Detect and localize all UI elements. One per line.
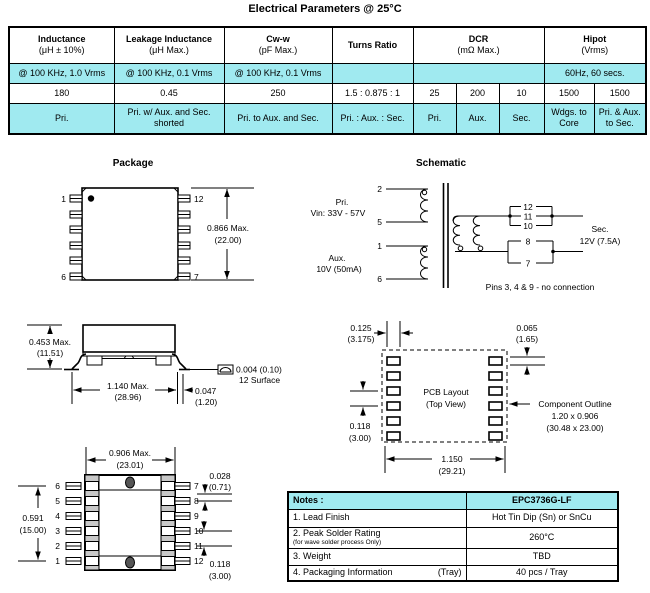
note-label: 3. Weight <box>288 548 466 565</box>
note-tray: (Tray) <box>437 566 462 577</box>
pad-gap-dimension-mm: (0.71) <box>208 482 232 492</box>
component-outline-size: 1.20 x 0.906 <box>551 411 599 421</box>
pin-label: 7 <box>194 272 199 282</box>
pin-label: 1 <box>61 194 66 204</box>
condition-cell: @ 100 KHz, 0.1 Vrms <box>114 63 224 83</box>
phase-dot <box>422 190 426 194</box>
header-turns-ratio: Turns Ratio <box>332 27 413 63</box>
notes-table <box>287 491 619 582</box>
side-view-drawing <box>10 315 300 420</box>
aux-voltage: 10V (50mA) <box>316 264 362 274</box>
phase-dot <box>458 246 463 251</box>
pad-height-dimension: 0.065 <box>516 323 538 333</box>
package-top-view-drawing <box>60 180 260 292</box>
pin-label: 11 <box>194 541 203 551</box>
pad-height-dimension-mm: (1.65) <box>515 334 539 344</box>
phase-dot <box>478 246 483 251</box>
lead-dimension: 0.047 <box>195 386 217 396</box>
pin-label: 12 <box>194 556 204 566</box>
package-heading: Package <box>112 158 154 169</box>
mounting-post <box>126 557 135 568</box>
note-label: 2. Peak Solder Rating (for wave solder process Only) <box>288 527 466 548</box>
notes-header: Notes : <box>288 492 466 509</box>
bottom-pins-right <box>175 483 190 565</box>
mounting-post <box>126 477 135 488</box>
pin-label: 7 <box>194 481 199 491</box>
value-cell: 1.5 : 0.875 : 1 <box>332 83 413 103</box>
pin-label: 8 <box>525 236 531 247</box>
flatness-symbol <box>218 365 233 374</box>
height-dimension: 0.866 Max. <box>206 223 250 233</box>
secondary-winding-1 <box>453 216 460 245</box>
no-connection-note: Pins 3, 4 & 9 - no connection <box>485 282 595 292</box>
phase-dot <box>422 247 426 251</box>
lead-dimension-mm: (1.20) <box>195 397 218 407</box>
condition-cell: 60Hz, 60 secs. <box>544 63 646 83</box>
value-cell: 180 <box>9 83 114 103</box>
pin-label: 7 <box>525 258 531 269</box>
pin-label: 5 <box>377 217 382 227</box>
component-body-side <box>83 325 175 352</box>
overall-width-dimension: 1.140 Max. <box>106 381 150 391</box>
body-height-dimension-mm: (11.51) <box>36 348 64 358</box>
value-cell: 1500 <box>594 83 646 103</box>
package-pins-left <box>70 195 82 280</box>
schematic-heading: Schematic <box>415 158 467 169</box>
foot-left <box>87 356 102 365</box>
package-pins-right <box>178 195 190 280</box>
pad-gap-dimension: 0.028 <box>209 471 231 481</box>
row-width-dimension-mm: (29.21) <box>438 466 466 476</box>
header-hipot: Hipot (Vrms) <box>544 27 646 63</box>
pad-pitch-dimension-mm: (3.00) <box>348 433 372 443</box>
condition-cell <box>413 63 544 83</box>
part-number: EPC3736G-LF <box>466 492 618 509</box>
winding-cell: Pri. to Aux. and Sec. <box>224 103 332 134</box>
pin-label: 6 <box>377 274 382 284</box>
pcb-layout-drawing <box>330 315 648 480</box>
bottom-pins-left <box>66 483 81 565</box>
value-cell: 200 <box>456 83 499 103</box>
pin-pitch-dimension: 0.118 <box>209 559 231 569</box>
winding-cell: Pri. & Aux. to Sec. <box>594 103 646 134</box>
winding-cell: Aux. <box>456 103 499 134</box>
pcb-layout-sublabel: (Top View) <box>426 399 466 409</box>
pad-pitch-dimension: 0.118 <box>349 421 371 431</box>
value-cell: 0.45 <box>114 83 224 103</box>
note-sublabel: (for wave solder process Only) <box>293 538 382 546</box>
winding-cell: Pri. <box>413 103 456 134</box>
note-label: 1. Lead Finish <box>288 509 466 527</box>
pad-width-dimension-mm: (3.175) <box>347 334 375 344</box>
pin-label: 11 <box>523 211 533 222</box>
winding-cell: Pri. : Aux. : Sec. <box>332 103 413 134</box>
body-height-dimension: 0.591 <box>22 513 44 523</box>
height-dimension-mm: (22.00) <box>214 235 242 245</box>
body-height-dimension: 0.453 Max. <box>28 337 72 347</box>
schematic-drawing <box>295 175 647 300</box>
aux-label: Aux. <box>328 253 346 263</box>
pin-label: 2 <box>377 184 382 194</box>
note-value: 40 pcs / Tray <box>466 565 618 581</box>
pin-label: 4 <box>55 511 60 521</box>
header-dcr: DCR (mΩ Max.) <box>413 27 544 63</box>
value-cell: 1500 <box>544 83 594 103</box>
pin-label: 8 <box>194 496 199 506</box>
bottom-view-drawing <box>10 440 300 590</box>
pin-pitch-dimension-mm: (3.00) <box>208 571 232 581</box>
row-width-dimension: 1.150 <box>441 454 463 464</box>
secondary-winding-2 <box>473 216 480 245</box>
pad-width-dimension: 0.125 <box>350 323 372 333</box>
pin-label: 12 <box>523 202 533 212</box>
coplanarity-surface: 12 Surface <box>239 375 281 385</box>
primary-label: Pri. <box>335 197 349 207</box>
note-label: 4. Packaging Information (Tray) <box>288 565 466 581</box>
pin-label: 3 <box>55 526 60 536</box>
foot-right <box>156 356 171 365</box>
body-width-dimension-mm: (23.01) <box>116 460 144 470</box>
note-value: TBD <box>466 548 618 565</box>
winding-cell: Pri. <box>9 103 114 134</box>
pin-label: 1 <box>377 241 382 251</box>
body-width-dimension: 0.906 Max. <box>108 448 152 458</box>
note-value: 260°C <box>466 527 618 548</box>
secondary-voltage: 12V (7.5A) <box>579 236 621 246</box>
page-title: Electrical Parameters @ 25°C <box>248 3 402 15</box>
package-body <box>82 188 178 280</box>
pin-label: 6 <box>55 481 60 491</box>
value-cell: 10 <box>499 83 544 103</box>
pin-label: 6 <box>61 272 66 282</box>
pin1-dot <box>88 195 94 201</box>
value-cell: 250 <box>224 83 332 103</box>
pcb-layout-label: PCB Layout <box>423 387 469 397</box>
overall-width-dimension-mm: (28.96) <box>114 392 142 402</box>
header-cww: Cw-w (pF Max.) <box>224 27 332 63</box>
pin-label: 10 <box>194 526 204 536</box>
winding-cell: Sec. <box>499 103 544 134</box>
coplanarity-dimension: 0.004 (0.10) <box>236 364 282 375</box>
condition-cell: @ 100 KHz, 1.0 Vrms <box>9 63 114 83</box>
value-cell: 25 <box>413 83 456 103</box>
electrical-parameters-table <box>8 26 647 135</box>
component-outline-label: Component Outline <box>538 399 612 409</box>
header-inductance: Inductance (μH ± 10%) <box>9 27 114 63</box>
note-value: Hot Tin Dip (Sn) or SnCu <box>466 509 618 527</box>
pin-label: 1 <box>55 556 60 566</box>
pin-label: 9 <box>194 511 199 521</box>
pin-label: 10 <box>523 221 533 231</box>
pin-label: 5 <box>55 496 60 506</box>
winding-cell: Pri. w/ Aux. and Sec. shorted <box>114 103 224 134</box>
condition-cell: @ 100 KHz, 0.1 Vrms <box>224 63 332 83</box>
primary-voltage: Vin: 33V - 57V <box>310 208 366 218</box>
condition-cell <box>332 63 413 83</box>
pin-label: 2 <box>55 541 60 551</box>
header-leakage: Leakage Inductance (μH Max.) <box>114 27 224 63</box>
body-height-dimension-mm: (15.00) <box>19 525 47 535</box>
winding-cell: Wdgs. to Core <box>544 103 594 134</box>
component-outline-size-mm: (30.48 x 23.00) <box>546 423 604 433</box>
pin-label: 12 <box>194 194 204 204</box>
secondary-label: Sec. <box>591 224 609 234</box>
